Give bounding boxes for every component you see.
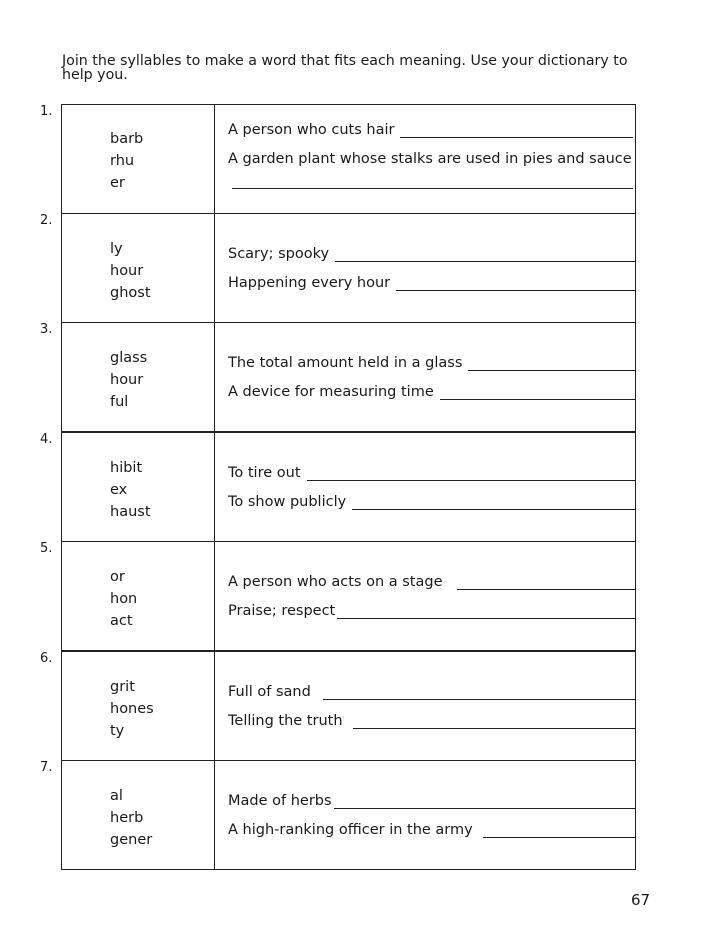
syllable: grit bbox=[110, 679, 135, 695]
syllable: hour bbox=[110, 372, 144, 388]
definition-row bbox=[228, 355, 635, 371]
syllable: gener bbox=[110, 832, 153, 848]
syllable: act bbox=[110, 613, 133, 629]
exercise-item-1 bbox=[0, 104, 709, 214]
syllable-list bbox=[110, 676, 154, 742]
exercise-item-6 bbox=[0, 651, 709, 761]
syllable: haust bbox=[110, 504, 151, 520]
syllable: ly bbox=[110, 241, 123, 257]
definition-list bbox=[228, 122, 633, 189]
item-number: 6. bbox=[40, 651, 53, 666]
exercise-item-4 bbox=[0, 432, 709, 542]
syllable: hon bbox=[110, 591, 138, 607]
answer-line[interactable] bbox=[335, 261, 635, 262]
column-divider bbox=[214, 323, 215, 431]
definition-text: To tire out bbox=[228, 465, 301, 481]
definition-text: A high-ranking officer in the army bbox=[228, 822, 473, 838]
definition-row bbox=[228, 275, 635, 291]
definition-text: A device for measuring time bbox=[228, 384, 434, 400]
syllable-list bbox=[110, 128, 143, 194]
syllable: barb bbox=[110, 131, 144, 147]
definition-row bbox=[228, 494, 635, 510]
definition-text: Happening every hour bbox=[228, 275, 391, 291]
definition-row bbox=[228, 793, 635, 809]
answer-line[interactable] bbox=[440, 399, 635, 400]
definition-list bbox=[228, 574, 635, 619]
definition-text: A garden plant whose stalks are used in pies and sauce bbox=[228, 151, 632, 167]
column-divider bbox=[214, 542, 215, 650]
answer-line[interactable] bbox=[353, 728, 635, 729]
syllable: herb bbox=[110, 810, 144, 826]
definition-text: Praise; respect bbox=[228, 603, 336, 619]
definition-text: Telling the truth bbox=[228, 713, 343, 729]
definition-text: To show publicly bbox=[228, 494, 347, 510]
syllable-list bbox=[110, 566, 137, 632]
definition-row bbox=[228, 574, 635, 590]
item-number: 3. bbox=[40, 322, 53, 337]
item-number: 7. bbox=[40, 760, 53, 775]
exercise-item-3 bbox=[0, 322, 709, 432]
syllable: or bbox=[110, 569, 125, 585]
exercise-item-2 bbox=[0, 213, 709, 323]
definition-row bbox=[228, 713, 635, 729]
item-number: 4. bbox=[40, 432, 53, 447]
column-divider bbox=[214, 652, 215, 760]
definition-row bbox=[228, 822, 635, 838]
item-box bbox=[61, 432, 636, 542]
definition-text: The total amount held in a glass bbox=[228, 355, 463, 371]
syllable: ful bbox=[110, 394, 129, 410]
definition-row bbox=[228, 384, 635, 400]
item-box bbox=[61, 104, 636, 214]
answer-line[interactable] bbox=[468, 370, 635, 371]
answer-line[interactable] bbox=[400, 137, 633, 138]
item-box bbox=[61, 760, 636, 870]
definition-row bbox=[228, 122, 633, 138]
answer-line[interactable] bbox=[232, 188, 633, 189]
definition-row bbox=[228, 684, 635, 700]
syllable: al bbox=[110, 788, 123, 804]
syllable: rhu bbox=[110, 153, 135, 169]
syllable: ty bbox=[110, 723, 125, 739]
answer-line[interactable] bbox=[457, 589, 636, 590]
definition-row bbox=[228, 465, 635, 481]
answer-line[interactable] bbox=[483, 837, 635, 838]
definition-text: Made of herbs bbox=[228, 793, 332, 809]
syllable: ghost bbox=[110, 285, 151, 301]
syllable: hour bbox=[110, 263, 144, 279]
definition-list bbox=[228, 684, 635, 729]
item-box bbox=[61, 322, 636, 432]
answer-line[interactable] bbox=[396, 290, 635, 291]
item-number: 5. bbox=[40, 541, 53, 556]
syllable-list bbox=[110, 238, 151, 304]
column-divider bbox=[214, 214, 215, 322]
syllable: glass bbox=[110, 350, 148, 366]
item-number: 1. bbox=[40, 104, 53, 119]
column-divider bbox=[214, 433, 215, 541]
definition-text: Scary; spooky bbox=[228, 246, 330, 262]
definition-text: Full of sand bbox=[228, 684, 311, 700]
answer-line[interactable] bbox=[352, 509, 635, 510]
definition-list bbox=[228, 246, 635, 291]
answer-line[interactable] bbox=[323, 699, 635, 700]
item-box bbox=[61, 213, 636, 323]
syllable: hones bbox=[110, 701, 154, 717]
instructions: Join the syllables to make a word that fits each meaning. Use your dictionary to help you. bbox=[62, 53, 628, 83]
definition-list bbox=[228, 355, 635, 400]
definition-text: A person who acts on a stage bbox=[228, 574, 443, 590]
syllable: hibit bbox=[110, 460, 143, 476]
item-box bbox=[61, 541, 636, 651]
definition-row bbox=[228, 246, 635, 262]
definition-text: A person who cuts hair bbox=[228, 122, 395, 138]
definition-row bbox=[228, 151, 633, 167]
syllable: ex bbox=[110, 482, 128, 498]
exercise-item-5 bbox=[0, 541, 709, 651]
column-divider bbox=[214, 105, 215, 213]
item-box bbox=[61, 651, 636, 761]
syllable-list bbox=[110, 457, 151, 523]
definition-list bbox=[228, 465, 635, 510]
answer-line[interactable] bbox=[337, 618, 635, 619]
definition-list bbox=[228, 793, 635, 838]
syllable: er bbox=[110, 175, 125, 191]
column-divider bbox=[214, 761, 215, 869]
exercise-item-7 bbox=[0, 760, 709, 870]
item-number: 2. bbox=[40, 213, 53, 228]
page-number: 67 bbox=[631, 891, 651, 909]
syllable-list bbox=[110, 785, 152, 851]
answer-line[interactable] bbox=[334, 808, 635, 809]
syllable-list bbox=[110, 347, 147, 413]
answer-line[interactable] bbox=[307, 480, 635, 481]
definition-row bbox=[228, 603, 635, 619]
